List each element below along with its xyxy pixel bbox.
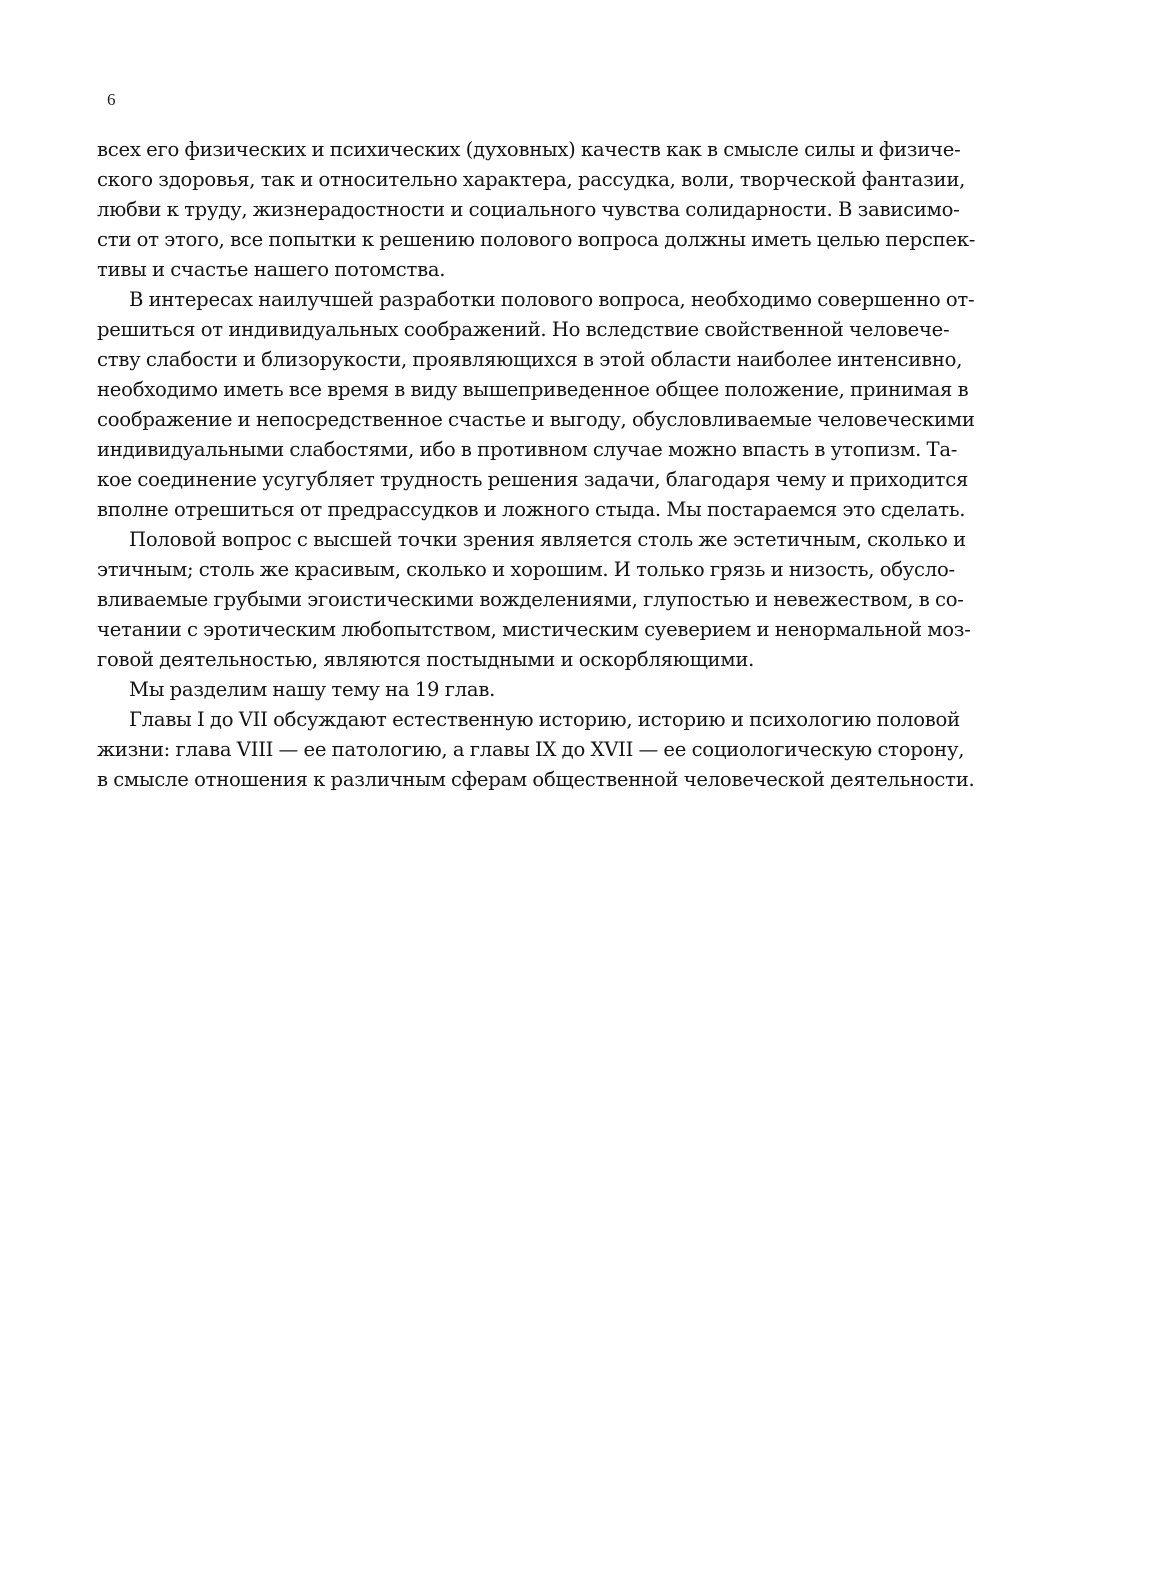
text-line: В интересах наилучшей разработки полового вопроса, необходимо совершенно от- xyxy=(129,288,975,311)
page-number: 6 xyxy=(107,90,116,109)
paragraph-5 xyxy=(97,705,1013,795)
body-text xyxy=(97,135,1013,795)
text-line: говой деятельностью, являются постыдными и оскорбляющими. xyxy=(97,648,755,671)
text-line: сти от этого, все попытки к решению полового вопроса должны иметь целью перспек- xyxy=(97,228,976,251)
text-line: индивидуальными слабостями, ибо в противном случае можно впасть в утопизм. Та- xyxy=(97,438,958,461)
paragraph-2 xyxy=(97,285,1013,525)
paragraph-3 xyxy=(97,525,1013,675)
text-line: тивы и счастье нашего потомства. xyxy=(97,258,446,281)
text-line: ского здоровья, так и относительно характера, рассудка, воли, творческой фантазии, xyxy=(97,168,966,191)
text-line: вполне отрешиться от предрассудков и ложного стыда. Мы постараемся это сделать. xyxy=(97,498,966,521)
text-line: четании с эротическим любопытством, мистическим суеверием и ненормальной моз- xyxy=(97,618,971,641)
paragraph-1 xyxy=(97,135,1013,285)
paragraph-4 xyxy=(97,675,1013,705)
text-line: решиться от индивидуальных соображений. Но вследствие свойственной человече- xyxy=(97,318,950,341)
text-line: этичным; столь же красивым, сколько и хорошим. И только грязь и низость, обусло- xyxy=(97,558,955,581)
text-line: всех его физических и психических (духовных) качеств как в смысле силы и физиче- xyxy=(97,138,961,161)
text-line: необходимо иметь все время в виду вышеприведенное общее положение, принимая в xyxy=(97,378,969,401)
text-line: Половой вопрос с высшей точки зрения является столь же эстетичным, сколько и xyxy=(129,528,966,551)
text-line: вливаемые грубыми эгоистическими вожделениями, глупостью и невежеством, в со- xyxy=(97,588,964,611)
text-line: ству слабости и близорукости, проявляющихся в этой области наиболее интенсивно, xyxy=(97,348,963,371)
text-line: кое соединение усугубляет трудность решения задачи, благодаря чему и приходится xyxy=(97,468,969,491)
text-line: Главы I до VII обсуждают естественную историю, историю и психологию половой xyxy=(129,708,960,731)
text-line: жизни: глава VIII — ее патологию, а главы IX до XVII — ее социологическую сторону, xyxy=(97,738,965,761)
text-line: соображение и непосредственное счастье и выгоду, обусловливаемые человеческими xyxy=(97,408,975,431)
text-line: в смысле отношения к различным сферам общественной человеческой деятельности. xyxy=(97,768,975,791)
text-line: любви к труду, жизнерадостности и социального чувства солидарности. В зависимо- xyxy=(97,198,960,221)
text-line: Мы разделим нашу тему на 19 глав. xyxy=(129,678,496,701)
